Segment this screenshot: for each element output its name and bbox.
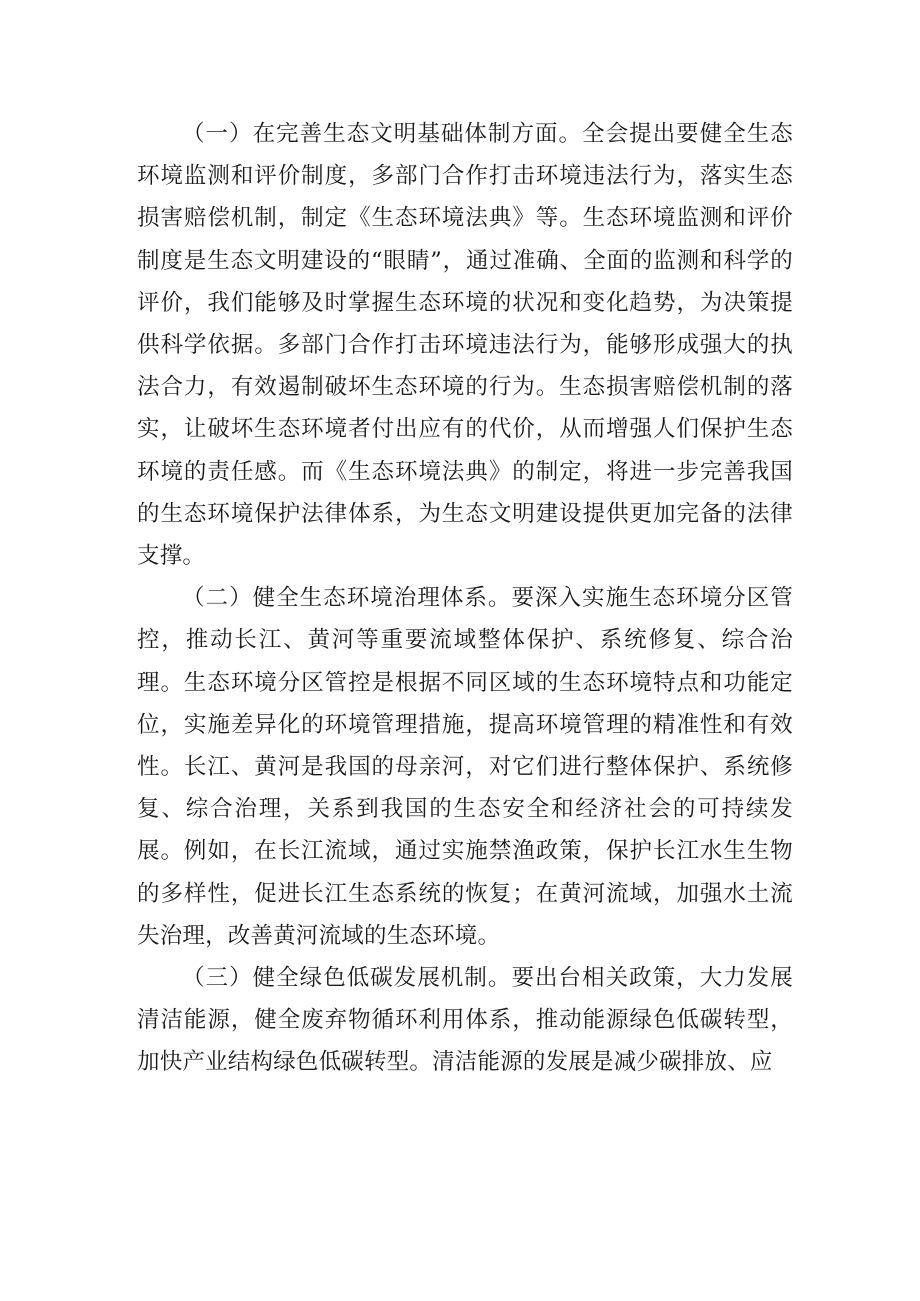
paragraph-1: （一）在完善生态文明基础体制方面。全会提出要健全生态环境监测和评价制度，多部门合作打击环境违法行为，落实生态损害赔偿机制，制定《生态环境法典》等。生态环境监测和评价制度是生态文明建设的“眼睛”，通过准确、全面的监测和科学的评价，我们能够及时掌握生态环境的状况和变化趋势，为决策提供科学依据。多部门合作打击环境违法行为，能够形成强大的执法合力，有效遏制破坏生态环境的行为。生态损害赔偿机制的落实，让破坏生态环境者付出应有的代价，从而增强人们保护生态环境的责任感。而《生态环境法典》的制定，将进一步完善我国的生态环境保护法律体系，为生态文明建设提供更加完备的法律支撑。 <box>137 121 793 570</box>
paragraph-2: （二）健全生态环境治理体系。要深入实施生态环境分区管控，推动长江、黄河等重要流域整体保护、系统修复、综合治理。生态环境分区管控是根据不同区域的生态环境特点和功能定位，实施差异化的环境管理措施，提高环境管理的精准性和有效性。长江、黄河是我国的母亲河，对它们进行整体保护、系统修复、综合治理，关系到我国的生态安全和经济社会的可持续发展。例如，在长江流域，通过实施禁渔政策，保护长江水生生物的多样性，促进长江生态系统的恢复；在黄河流域，加强水土流失治理，改善黄河流域的生态环境。 <box>137 585 793 949</box>
paragraph-3: （三）健全绿色低碳发展机制。要出台相关政策，大力发展清洁能源，健全废弃物循环利用体系，推动能源绿色低碳转型，加快产业结构绿色低碳转型。清洁能源的发展是减少碳排放、应 <box>137 965 793 1076</box>
document-body <box>137 113 793 1084</box>
